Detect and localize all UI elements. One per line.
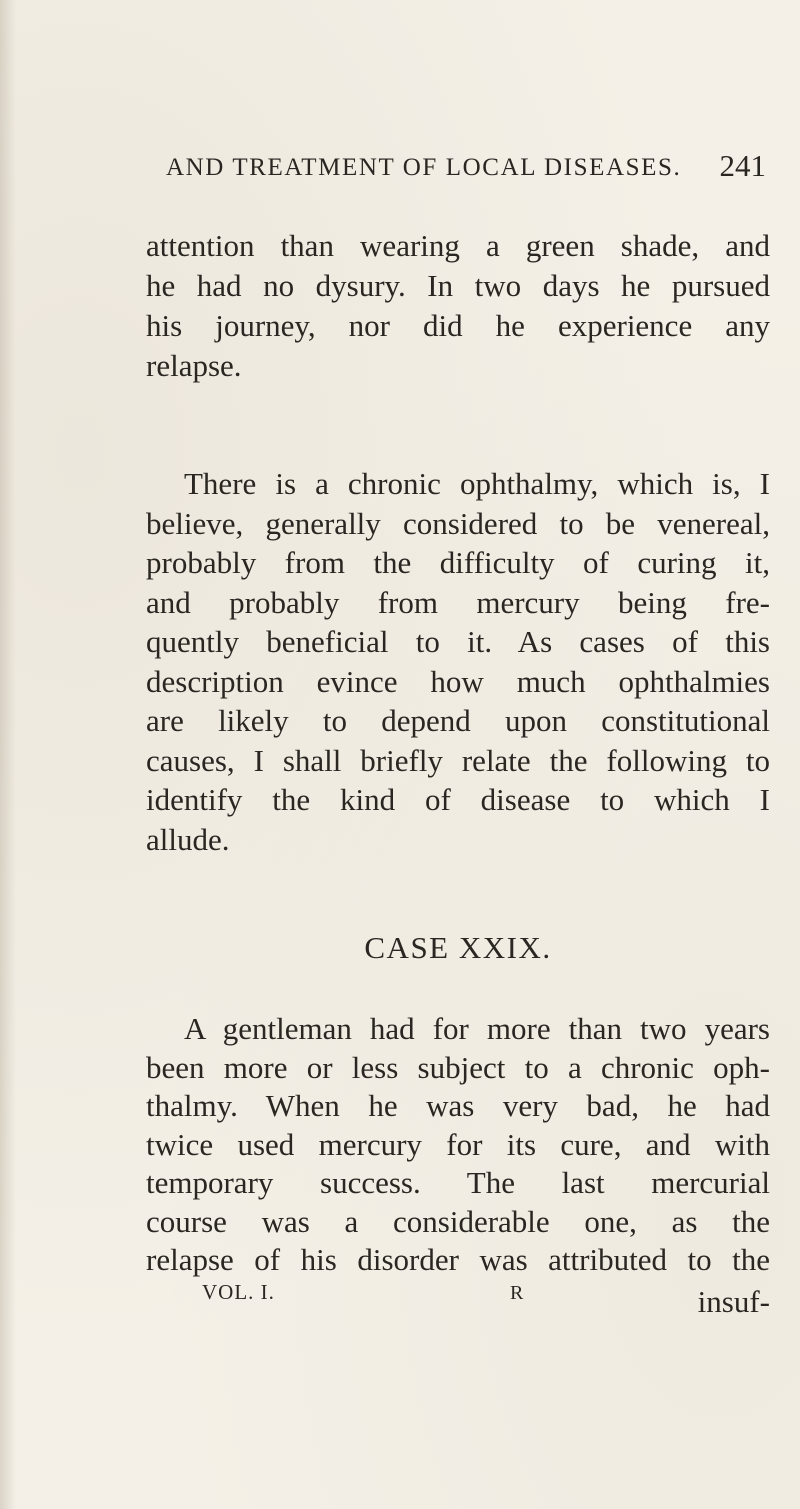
text-line: believe, generally considered to be venereal, <box>146 505 770 541</box>
text-line: identify the kind of disease to which I <box>146 782 770 817</box>
case-heading: CASE XXIX. <box>364 930 552 965</box>
paragraph-2 <box>146 464 770 859</box>
running-head <box>166 148 766 183</box>
paragraph-1 <box>146 226 770 386</box>
volume-mark: VOL. I. <box>202 1280 275 1304</box>
running-title: AND TREATMENT OF LOCAL DISEASES. <box>166 154 682 181</box>
text-line: attention than wearing a green shade, and <box>146 228 770 263</box>
text-line: thalmy. When he was very bad, he had <box>146 1088 770 1123</box>
text-line: relapse. <box>146 348 242 383</box>
text-line: are likely to depend upon constitutional <box>146 703 770 738</box>
text-line: relapse of his disorder was attributed to the <box>146 1242 770 1277</box>
text-line: allude. <box>146 821 230 857</box>
text-line: causes, I shall briefly relate the following to <box>146 742 770 778</box>
signature-mark: R <box>510 1282 524 1304</box>
text-line: description evince how much ophthalmies <box>146 663 770 699</box>
text-line: twice used mercury for its cure, and with <box>146 1126 770 1162</box>
page-number: 241 <box>719 148 766 183</box>
text-line: been more or less subject to a chronic oph- <box>146 1049 770 1085</box>
catchword: insuf- <box>697 1284 770 1319</box>
text-line: course was a considerable one, as the <box>146 1203 770 1239</box>
text-line: and probably from mercury being fre- <box>146 584 770 620</box>
text-line: probably from the difficulty of curing it, <box>146 545 770 580</box>
case-paragraph <box>146 1010 770 1280</box>
text-line: he had no dysury. In two days he pursued <box>146 268 770 303</box>
text-line: A gentleman had for more than two years <box>184 1011 770 1046</box>
text-line: his journey, nor did he experience any <box>146 308 770 343</box>
page-gutter-shadow <box>0 0 16 1509</box>
page-footer <box>146 1280 770 1320</box>
text-line: temporary success. The last mercurial <box>146 1165 770 1200</box>
text-line: There is a chronic ophthalmy, which is, I <box>184 466 770 501</box>
text-line: quently beneficial to it. As cases of this <box>146 624 770 659</box>
